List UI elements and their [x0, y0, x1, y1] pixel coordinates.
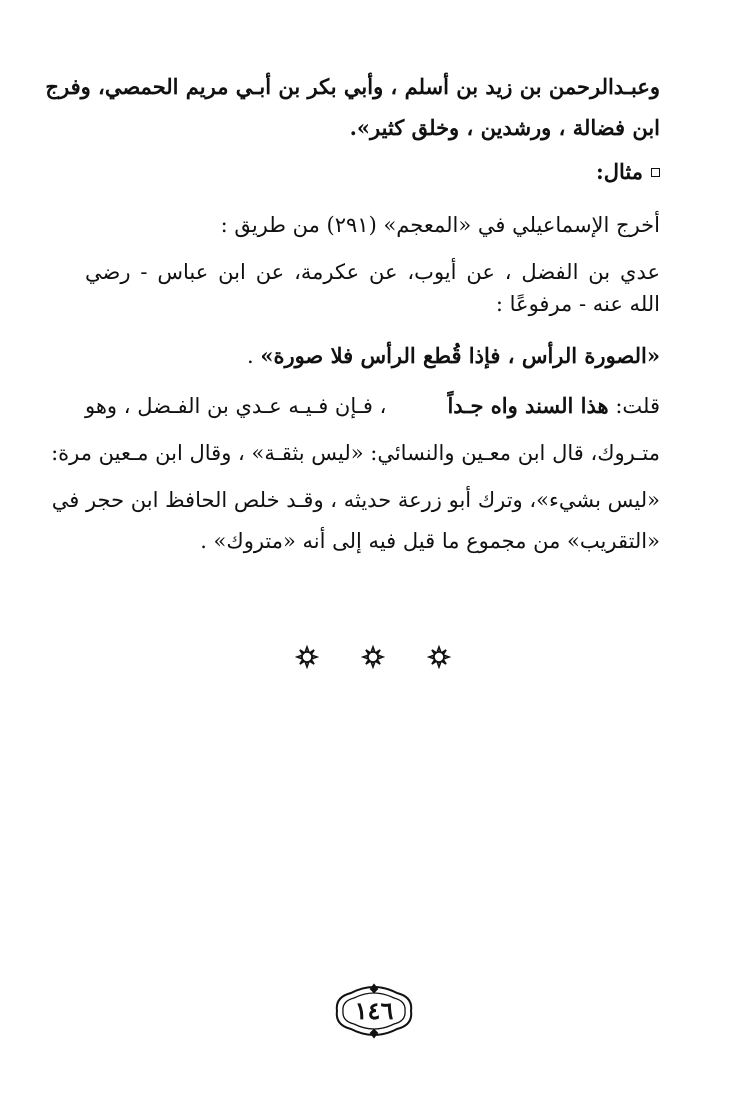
page-number-badge — [331, 983, 417, 1039]
commentary-line-1 — [85, 391, 660, 421]
commentary-line-4: «التقريب» من مجموع ما قيل فيه إلى أنه «متروك» . — [200, 529, 660, 553]
isnad-line-2: الله عنه - مرفوعًا : — [495, 292, 660, 316]
commentary-lead-group — [447, 391, 660, 421]
example-intro: أخرج الإسماعيلي في «المعجم» (٢٩١) من طريق : — [220, 213, 660, 237]
square-bullet-icon — [651, 168, 660, 177]
ornament-flower-icon — [427, 645, 451, 669]
paragraph-line-1: وعبـدالرحمن بن زيد بن أسلم ، وأبي بكر بن أبـي مريم الحمصي، وفرج — [45, 74, 660, 99]
ornament-flower-icon — [295, 645, 319, 669]
hadith-text: «الصورة الرأس ، فإذا قُطع الرأس فلا صورة» — [260, 343, 660, 368]
section-divider-ornaments — [0, 645, 746, 669]
commentary-line-3: «ليس بشيء»، وترك أبو زرعة حديثه ، وقـد خلص الحافظ ابن حجر في — [51, 488, 660, 512]
commentary-verdict: هذا السند واه جـداً — [447, 393, 609, 418]
isnad-line-1: عدي بن الفضل ، عن أيوب، عن عكرمة، عن ابن عباس - رضي — [85, 260, 660, 284]
ornament-flower-icon — [361, 645, 385, 669]
commentary-line-2: متـروك، قال ابن معـين والنسائي: «ليس بثقـة» ، وقال ابن مـعين مرة: — [51, 441, 660, 465]
paragraph-line-2: ابن فضالة ، ورشدين ، وخلق كثير». — [349, 115, 660, 140]
page-number: ١٤٦ — [354, 996, 394, 1025]
hadith-line — [85, 341, 660, 371]
example-heading-label: مثال: — [596, 159, 643, 184]
commentary-line-1-rest: ، فـإن فـيـه عـدي بن الفـضل ، وهو — [85, 394, 387, 418]
example-heading — [85, 157, 660, 187]
hadith-end: . — [246, 344, 261, 368]
commentary-lead: قلت: — [615, 394, 660, 418]
